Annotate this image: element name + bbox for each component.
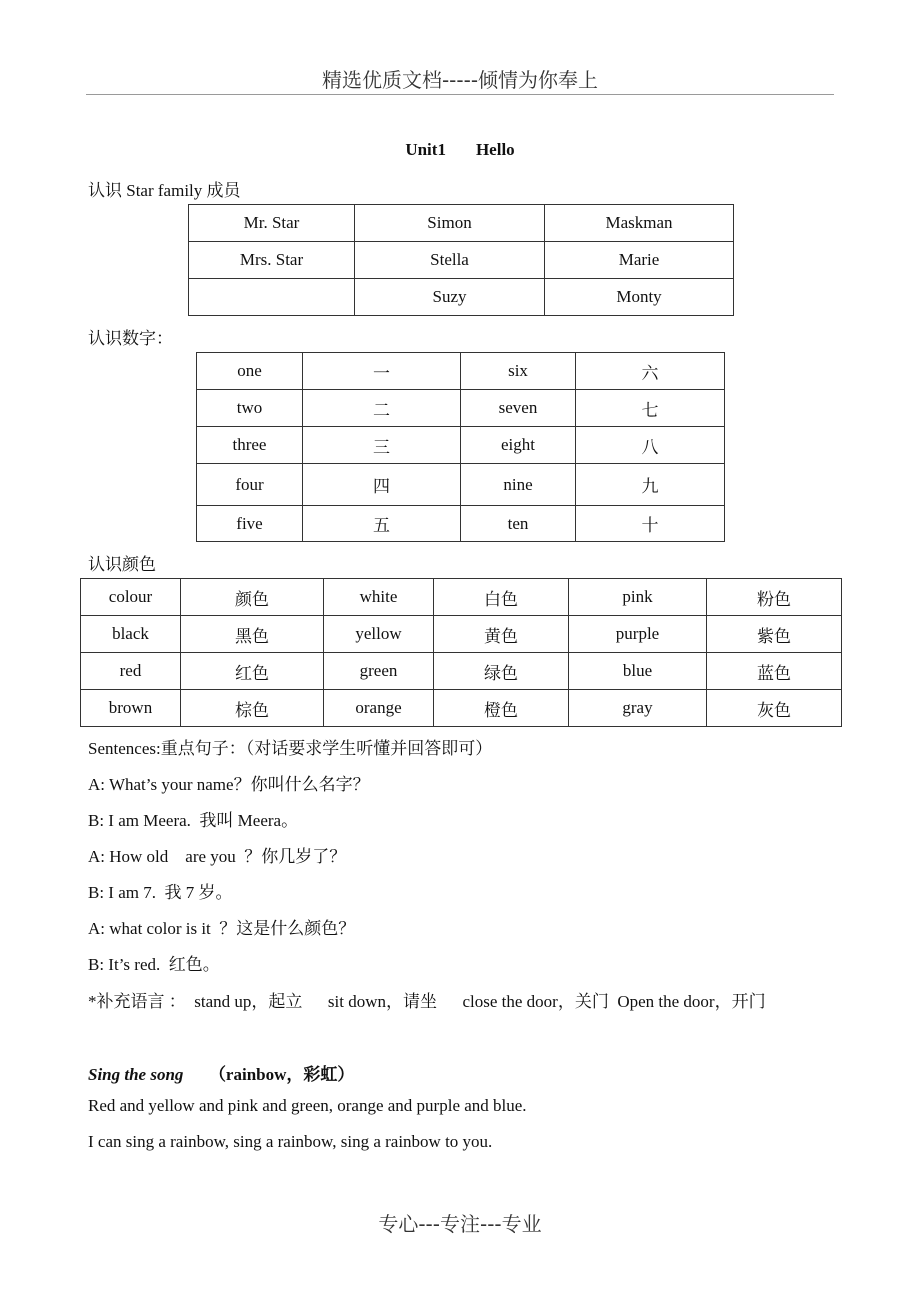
- table-row: [81, 579, 842, 616]
- table-cell: one: [197, 353, 303, 390]
- table-row: [197, 464, 725, 506]
- sentences-heading: Sentences:重点句子：（对话要求学生听懂并回答即可）: [88, 739, 493, 758]
- table-cell: 蓝色: [707, 653, 842, 690]
- table-cell: 紫色: [707, 616, 842, 653]
- unit-name: Hello: [475, 140, 515, 159]
- table-cell: 粉色: [707, 579, 842, 616]
- table-row: [81, 616, 842, 653]
- page-footer: 专心---专注---专业: [378, 1212, 542, 1236]
- table-cell: 二: [303, 390, 461, 427]
- table-cell: blue: [569, 653, 707, 690]
- table-cell: 五: [303, 506, 461, 542]
- table-cell: three: [197, 427, 303, 464]
- table-cell: Suzy: [355, 279, 545, 316]
- table-row: [189, 242, 734, 279]
- sentence-line: A: What’s your name？你叫什么名字？: [88, 775, 370, 794]
- header-divider: [86, 94, 834, 95]
- table-cell: yellow: [324, 616, 434, 653]
- numbers-table: [196, 352, 725, 542]
- table-cell: Mr. Star: [189, 205, 355, 242]
- sentence-line: A: How old are you ？你几岁了？: [88, 847, 347, 866]
- table-cell: 四: [303, 464, 461, 506]
- table-cell: [189, 279, 355, 316]
- colors-section-label: 认识颜色: [88, 555, 156, 574]
- table-cell: 白色: [434, 579, 569, 616]
- sentence-line: B: It’s red. 红色。: [88, 955, 220, 974]
- table-cell: seven: [461, 390, 576, 427]
- table-cell: ten: [461, 506, 576, 542]
- table-row: [197, 390, 725, 427]
- sentence-line: B: I am 7. 我 7 岁。: [88, 883, 233, 902]
- table-cell: 橙色: [434, 690, 569, 727]
- table-cell: two: [197, 390, 303, 427]
- table-row: [189, 205, 734, 242]
- song-lyric-line: I can sing a rainbow, sing a rainbow, sing a rainbow to you.: [88, 1132, 493, 1151]
- table-cell: 七: [576, 390, 725, 427]
- table-cell: purple: [569, 616, 707, 653]
- table-cell: Marie: [545, 242, 734, 279]
- numbers-section-label: 认识数字：: [88, 329, 173, 348]
- table-cell: 黑色: [181, 616, 324, 653]
- table-row: [197, 506, 725, 542]
- family-section-label: 认识 Star family 成员: [88, 181, 241, 200]
- table-cell: 红色: [181, 653, 324, 690]
- family-table: [188, 204, 734, 316]
- table-cell: 棕色: [181, 690, 324, 727]
- unit-title: [0, 140, 920, 160]
- song-heading: [88, 1060, 354, 1085]
- song-title: Sing the song: [88, 1065, 184, 1084]
- page-header: 精选优质文档-----倾情为你奉上: [321, 68, 599, 92]
- table-cell: white: [324, 579, 434, 616]
- colors-table: [80, 578, 842, 727]
- table-cell: 八: [576, 427, 725, 464]
- table-cell: eight: [461, 427, 576, 464]
- table-cell: four: [197, 464, 303, 506]
- table-cell: five: [197, 506, 303, 542]
- table-cell: brown: [81, 690, 181, 727]
- table-cell: 十: [576, 506, 725, 542]
- table-cell: Simon: [355, 205, 545, 242]
- table-row: [81, 653, 842, 690]
- table-cell: 六: [576, 353, 725, 390]
- table-cell: 三: [303, 427, 461, 464]
- table-cell: Mrs. Star: [189, 242, 355, 279]
- table-cell: 黄色: [434, 616, 569, 653]
- table-cell: gray: [569, 690, 707, 727]
- table-row: [189, 279, 734, 316]
- table-cell: Monty: [545, 279, 734, 316]
- table-cell: six: [461, 353, 576, 390]
- sentence-line: A: what color is it ？这是什么颜色？: [88, 919, 356, 938]
- table-cell: 一: [303, 353, 461, 390]
- table-cell: Stella: [355, 242, 545, 279]
- table-cell: 绿色: [434, 653, 569, 690]
- table-cell: 九: [576, 464, 725, 506]
- sentence-line: B: I am Meera. 我叫 Meera。: [88, 811, 299, 830]
- table-cell: black: [81, 616, 181, 653]
- table-row: [197, 353, 725, 390]
- table-cell: green: [324, 653, 434, 690]
- unit-number: Unit1: [405, 140, 446, 159]
- table-cell: pink: [569, 579, 707, 616]
- table-cell: Maskman: [545, 205, 734, 242]
- table-cell: 灰色: [707, 690, 842, 727]
- table-row: [81, 690, 842, 727]
- table-row: [197, 427, 725, 464]
- song-lyric-line: Red and yellow and pink and green, orange and purple and blue.: [88, 1096, 527, 1115]
- table-cell: 颜色: [181, 579, 324, 616]
- table-cell: red: [81, 653, 181, 690]
- supplementary-language: *补充语言 ： stand up，起立 sit down，请坐 close the door，关门 Open the door，开门: [88, 992, 766, 1011]
- table-cell: colour: [81, 579, 181, 616]
- table-cell: nine: [461, 464, 576, 506]
- table-cell: orange: [324, 690, 434, 727]
- song-subtitle: （rainbow，彩虹）: [208, 1065, 355, 1084]
